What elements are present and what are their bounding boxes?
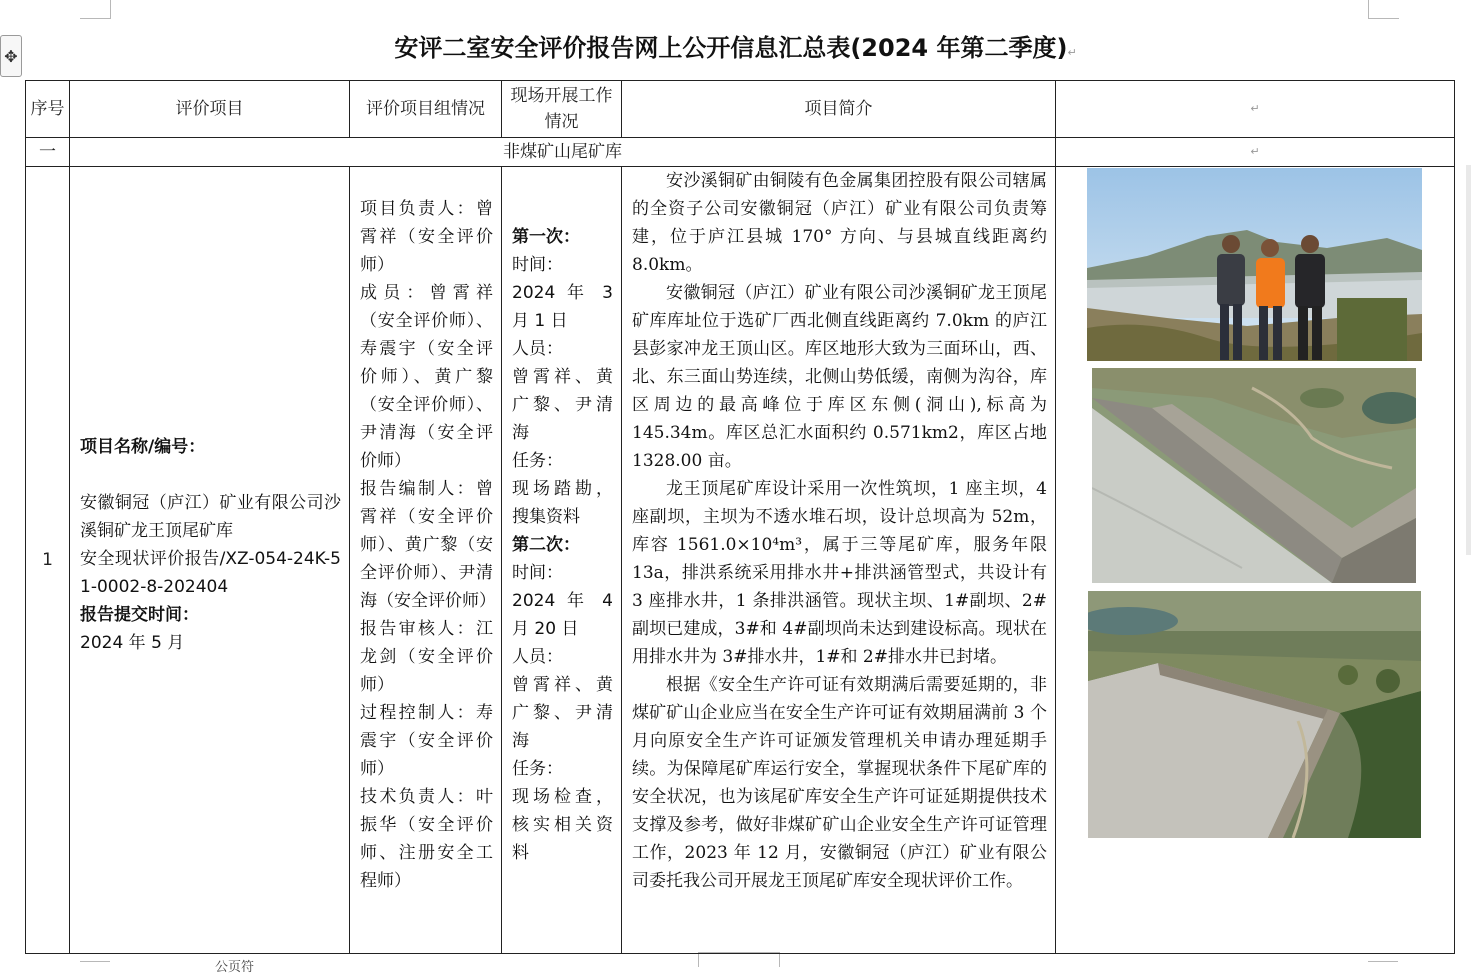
page-title: 安评二室安全评价报告网上公开信息汇总表(2024 年第二季度)↵ — [394, 34, 1077, 62]
fieldwork-second-task: 现场检查，核实相关资料 — [512, 787, 613, 863]
summary-table — [25, 80, 1455, 954]
header-team: 评价项目组情况 — [366, 99, 485, 119]
project-cell — [70, 433, 349, 657]
submit-time-value: 2024 年 5 月 — [80, 633, 185, 653]
project-name-line2: 安全现状评价报告/XZ-054-24K-51-0002-8-202404 — [80, 549, 341, 597]
summary-paragraph: 龙王顶尾矿库设计采用一次性筑坝，1 座主坝，4 座副坝，主坝为不透水堆石坝，设计总坝高为 52m，库容 1561.0×10⁴m³，属于三等尾矿库，服务年限 13a，排洪系统采用排水井+排洪涵管型式，共设计有 3 座排水井，1 条排洪涵管。现状主坝、1#副坝、2#副坝已建成，3#和 4#副坝尚未达到建设标高。现状在用排水井为 3#排水井，1#和 2#排水井已封堵。 — [632, 479, 1047, 667]
fieldwork-first-people: 曾霄祥、黄广黎、尹清海 — [512, 367, 613, 443]
header-fieldwork: 现场开展工作情况 — [510, 86, 613, 132]
fieldwork-first-label: 第一次： — [512, 227, 580, 247]
header-photos: ↵ — [1250, 102, 1260, 115]
fieldwork-second-label: 第二次： — [512, 535, 580, 555]
project-name-label: 项目名称/编号： — [80, 437, 206, 457]
window-scrollbar[interactable] — [1466, 165, 1471, 555]
row-number: 1 — [42, 550, 53, 570]
fieldwork-second-time: 2024 年 4 月 20 日 — [512, 591, 613, 639]
project-name-line1: 安徽铜冠（庐江）矿业有限公司沙溪铜矿龙王顶尾矿库 — [80, 493, 341, 541]
header-summary: 项目简介 — [804, 99, 873, 119]
process-controller: 过程控制人：寿震宇（安全评价师） — [360, 703, 493, 779]
dam-crest-aerial-photo — [1092, 368, 1416, 583]
fieldwork-first-people-label: 人员： — [512, 339, 563, 359]
page-corner-bottom-left — [80, 961, 110, 980]
team-cell — [350, 195, 501, 895]
page-corner-top-right — [1368, 0, 1399, 19]
blank-line — [80, 461, 341, 489]
page-break-tab — [698, 952, 780, 967]
section-photos: ↵ — [1250, 145, 1260, 158]
page-corner-bottom-right — [1368, 961, 1398, 980]
site-team-photo — [1087, 168, 1422, 361]
table-move-handle-icon[interactable]: ✥ — [0, 35, 22, 77]
fieldwork-cell — [502, 223, 621, 867]
fieldwork-second-time-label: 时间： — [512, 563, 563, 583]
summary-paragraph: 安沙溪铜矿由铜陵有色金属集团控股有限公司辖属的全资子公司安徽铜冠（庐江）矿业有限公司负责筹建，位于庐江县城 170° 方向、与县城直线距离约 8.0km。 — [632, 171, 1047, 275]
report-authors: 报告编制人：曾霄祥（安全评价师）、黄广黎（安全评价师）、尹清海（安全评价师） — [360, 479, 496, 611]
team-leader: 项目负责人：曾霄祥（安全评价师） — [360, 199, 493, 275]
fieldwork-second-task-label: 任务： — [512, 759, 563, 779]
section-number: 一 — [39, 142, 56, 162]
fieldwork-second-people-label: 人员： — [512, 647, 563, 667]
technical-lead: 技术负责人：叶振华（安全评价师、注册安全工程师） — [360, 787, 493, 891]
summary-paragraph: 安徽铜冠（庐江）矿业有限公司沙溪铜矿龙王顶尾矿库库址位于选矿厂西北侧直线距离约 7.0km 的庐江县彭家冲龙王顶山区。库区地形大致为三面环山，西、北、东三面山势连续，北侧山势低缓，南侧为沟谷，库区周边的最高峰位于库区东侧(洞山),标高为 145.34m。库区总汇水面积约 0.571km2，库区占地 1328.00 亩。 — [632, 283, 1047, 471]
header-number: 序号 — [30, 99, 65, 119]
fieldwork-first-time-label: 时间： — [512, 255, 563, 275]
page-corner-top-left — [80, 0, 111, 19]
header-project: 评价项目 — [175, 99, 244, 119]
fieldwork-first-task-label: 任务： — [512, 451, 563, 471]
report-reviewer: 报告审核人：江龙剑（安全评价师） — [360, 619, 493, 695]
team-members: 成员：曾霄祥（安全评价师）、寿震宇（安全评价师）、黄广黎（安全评价师）、尹清海（安全评价师） — [360, 283, 493, 471]
submit-time-label: 报告提交时间： — [80, 605, 199, 625]
fieldwork-second-people: 曾霄祥、黄广黎、尹清海 — [512, 675, 613, 751]
summary-cell — [622, 167, 1055, 895]
table-line — [1055, 81, 1056, 953]
fieldwork-first-task: 现场踏勘，搜集资料 — [512, 479, 613, 527]
summary-paragraph: 根据《安全生产许可证有效期满后需要延期的，非煤矿矿山企业应当在安全生产许可证有效期届满前 3 个月向原安全生产许可证颁发管理机关申请办理延期手续。为保障尾矿库运行安全，掌握现状条件下尾矿库的安全状况，也为该尾矿库安全生产许可证延期提供技术支撑及参考，做好非煤矿矿山企业安全生产许可证管理工作，2023 年 12 月，安徽铜冠（庐江）矿业有限公司委托我公司开展龙王顶尾矿库安全现状评价工作。 — [632, 675, 1047, 891]
page-footer-note: 公页符 — [215, 960, 255, 975]
section-label: 非煤矿山尾矿库 — [503, 142, 622, 162]
tailings-pond-aerial-photo — [1088, 591, 1421, 838]
fieldwork-first-time: 2024 年 3 月 1 日 — [512, 283, 613, 331]
